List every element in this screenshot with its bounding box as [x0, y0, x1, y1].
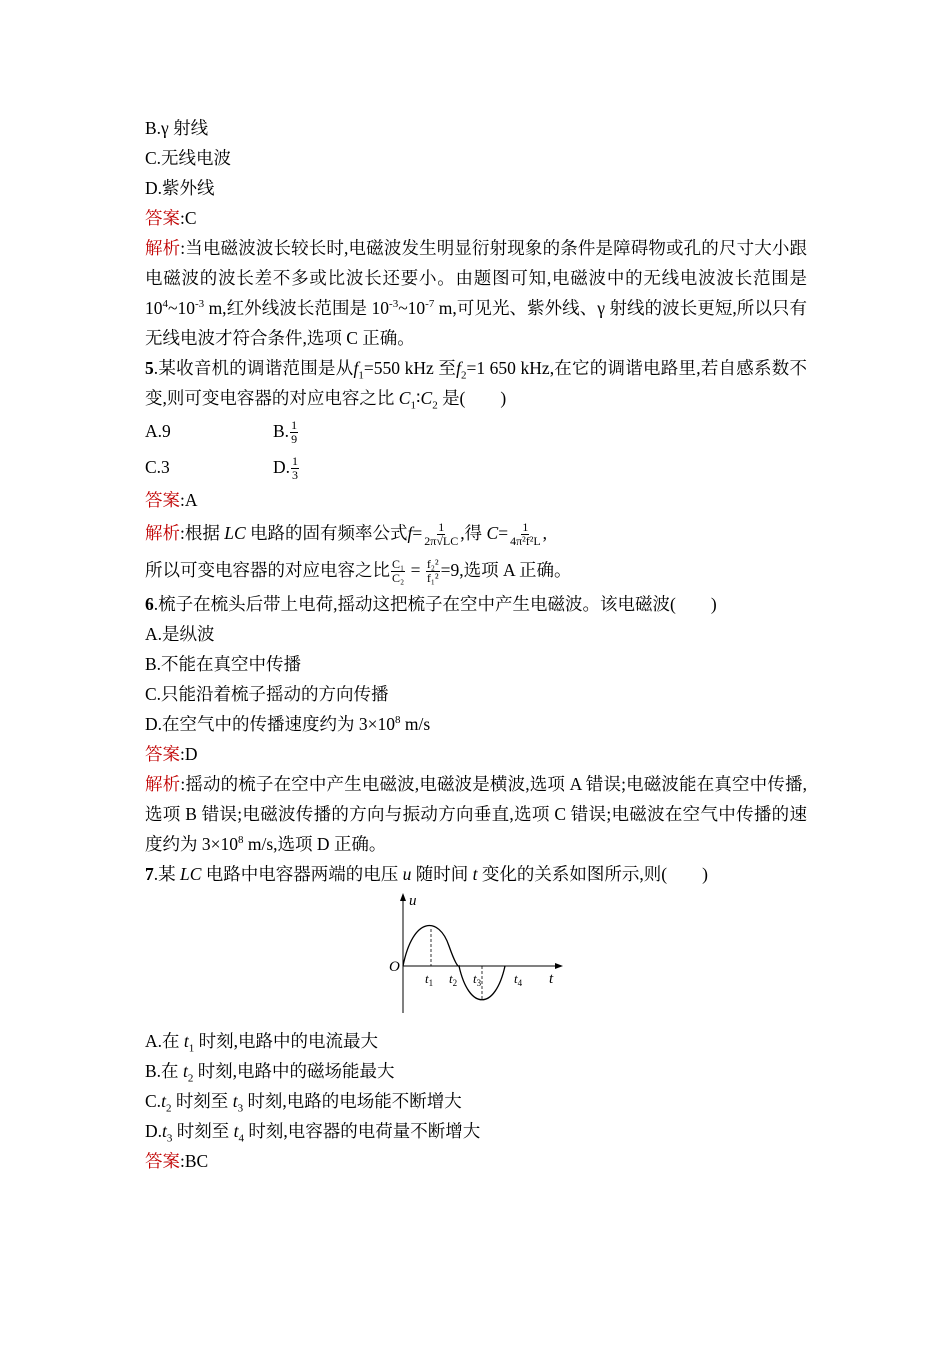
fraction: $\frac{1}{\text{4π²f²L}}$ [510, 520, 541, 549]
document-page [145, 113, 807, 1176]
q6-stem: 6.梳子在梳头后带上电荷,摇动这把梳子在空中产生电磁波。该电磁波( ) [145, 594, 717, 614]
q5-option-a: A.9 [145, 421, 171, 441]
q5-analysis-line-2: 所以可变电容器的对应电容之比 $\frac{\text{C₁}}{\text{C₂}}$ = $\frac{\text{f₂²}}{\text{f₁²}}$ =9,选项 A 正确。 [145, 557, 572, 586]
question-number: 5 [145, 358, 154, 378]
analysis-label: 解析 [145, 774, 181, 794]
q4-option-b: B.γ 射线 [145, 118, 209, 138]
answer-label: 答案 [145, 208, 180, 228]
answer-value: :BC [180, 1151, 209, 1171]
answer-label: 答案 [145, 1151, 180, 1171]
q6-option-c: C.只能沿着梳子摇动的方向传播 [145, 684, 389, 704]
q5-options-row-2 [145, 449, 807, 485]
q4-option-c: C.无线电波 [145, 148, 232, 168]
q4-analysis: 解析:当电磁波波长较长时,电磁波发生明显衍射现象的条件是障碍物或孔的尺寸大小跟电磁波的波长差不多或比波长还要小。由题图可知,电磁波中的无线电波波长范围是 $10^4\sim 10^{-3}$ m,红外线波长范围是 $10^{-3}\sim 10^{-7}$ m,可见光、紫外线、γ 射线的波长更短,所以只有无线电波才符合条件,选项 C 正确。 [145, 238, 808, 348]
q6-option-b: B.不能在真空中传播 [145, 654, 302, 674]
q6-option-d: D.在空气中的传播速度约为 $3\times 10^8$ m/s [145, 714, 431, 734]
voltage-curve [403, 926, 505, 1000]
q5-option-c: C.3 [145, 457, 170, 477]
t-axis-arrow [555, 963, 563, 969]
u-axis-arrow [400, 893, 406, 901]
t4-label: $t_4$ [514, 971, 523, 988]
voltage-time-graph [383, 891, 563, 1021]
q7-option-d: $D.t_3$ 时刻至 $t_4$ 时刻,电容器的电荷量不断增大 [145, 1121, 481, 1145]
q7-stem: 7.某 LC 电路中电容器两端的电压 u 随时间 t 变化的关系如图所示,则( ) [145, 864, 708, 884]
answer-label: 答案 [145, 490, 180, 510]
q6-analysis: 解析:摇动的梳子在空中产生电磁波,电磁波是横波,选项 A 错误;电磁波能在真空中传播,选项 B 错误;电磁波传播的方向与振动方向垂直,选项 C 错误;电磁波在空气中传播的速度约为 $3\times 10^8$ m/s,选项 D 正确。 [145, 774, 807, 854]
q4-answer [145, 203, 807, 233]
q4-option-d: D.紫外线 [145, 178, 215, 198]
question-number: 6 [145, 594, 154, 614]
t2-label: $t_2$ [449, 971, 458, 988]
answer-value: :A [180, 490, 198, 510]
fraction: $\frac{1}{2\pi√LC}$ [424, 520, 459, 549]
q5-options-row-1 [145, 413, 807, 449]
q6-option-a: A.是纵波 [145, 624, 215, 644]
q7-answer [145, 1146, 807, 1176]
fraction: $\frac{1}{9}$ [291, 418, 298, 447]
fraction: $\frac{\text{C₁}}{\text{C₂}}$ [392, 557, 405, 586]
answer-value: :D [180, 744, 198, 764]
q5-answer [145, 485, 807, 515]
q5-option-b: B. $\frac{1}{9}$ [273, 418, 298, 447]
fraction: $\frac{\text{f₂²}}{\text{f₁²}}$ [426, 557, 439, 586]
fraction: $\frac{1}{3}$ [292, 454, 299, 483]
origin-label: O [389, 959, 400, 975]
t-axis-label: t [549, 971, 554, 987]
analysis-label: 解析 [145, 523, 180, 543]
q5-stem: 5.某收音机的调谐范围是从$f_1=550$ kHz 至$f_2=1$ 650 kHz,在它的调谐电路里,若自感系数不变,则可变电容器的对应电容之比 $C_1∶C_2$ 是( ) [145, 358, 807, 412]
q5-option-d: D. $\frac{1}{3}$ [273, 454, 299, 483]
analysis-label: 解析 [145, 238, 181, 258]
answer-label: 答案 [145, 744, 180, 764]
q7-option-b: B.在 $t_2$ 时刻,电路中的磁场能最大 [145, 1061, 395, 1085]
question-number: 7 [145, 864, 154, 884]
q5-analysis-line-1: 解析:根据 LC 电路的固有频率公式f= $\frac{1}{2\pi√LC}$ ,得 C= $\frac{1}{\text{4π²f²L}}$ , [145, 520, 548, 549]
q6-answer [145, 739, 807, 769]
q7-option-c: $C.t_2$ 时刻至 $t_3$ 时刻,电路的电场能不断增大 [145, 1091, 462, 1115]
u-axis-label: u [409, 893, 417, 909]
t1-label: $t_1$ [425, 971, 434, 988]
answer-value: :C [180, 208, 197, 228]
q7-option-a: A.在 $t_1$ 时刻,电路中的电流最大 [145, 1031, 379, 1055]
t3-label: $t_3$ [473, 971, 482, 988]
